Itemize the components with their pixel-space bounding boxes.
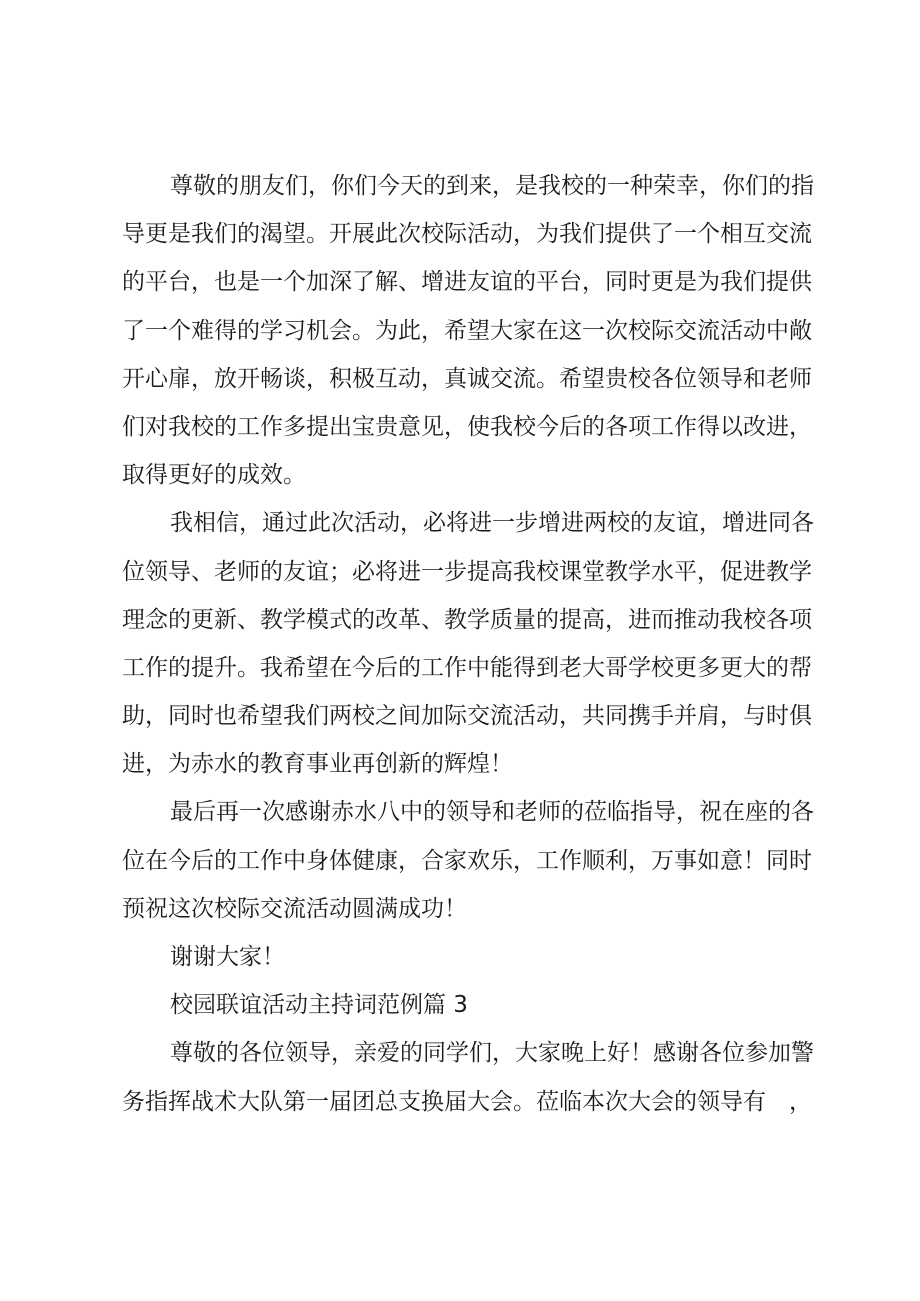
document-body	[122, 162, 814, 1126]
paragraph-1-line-2: 导更是我们的渴望。开展此次校际活动，为我们提供了一个相互交流	[122, 221, 812, 248]
paragraph-3-line-3: 预祝这次校际交流活动圆满成功！	[122, 895, 467, 922]
paragraph-1-line-4: 了一个难得的学习机会。为此，希望大家在这一次校际交流活动中敞	[122, 317, 812, 344]
paragraph-2-line-4: 工作的提升。我希望在今后的工作中能得到老大哥学校更多更大的帮	[122, 654, 812, 681]
paragraph-1-line-6: 们对我校的工作多提出宝贵意见，使我校今后的各项工作得以改进，	[122, 413, 812, 440]
paragraph-3-line-2: 位在今后的工作中身体健康，合家欢乐，工作顺利，万事如意！同时	[122, 847, 812, 874]
paragraph-6-line-1: 尊敬的各位领导，亲爱的同学们，大家晚上好！感谢各位参加警	[170, 1040, 814, 1067]
paragraph-2-line-5: 助，同时也希望我们两校之间加际交流活动，共同携手并肩，与时俱	[122, 703, 812, 730]
paragraph-2-line-2: 位领导、老师的友谊；必将进一步提高我校课堂教学水平，促进教学	[122, 558, 812, 585]
paragraph-6-line-2: 务指挥战术大队第一届团总支换届大会。莅临本次大会的领导有 ，	[122, 1088, 812, 1115]
paragraph-1-line-3: 的平台，也是一个加深了解、增进友谊的平台，同时更是为我们提供	[122, 269, 812, 296]
paragraph-1-line-1: 尊敬的朋友们，你们今天的到来，是我校的一种荣幸，你们的指	[170, 173, 814, 199]
paragraph-1-line-5: 开心扉，放开畅谈，积极互动，真诚交流。希望贵校各位领导和老师	[122, 365, 812, 392]
section-heading: 校园联谊活动主持词范例篇 3	[170, 992, 468, 1019]
paragraph-4-line-1: 谢谢大家！	[170, 944, 285, 970]
paragraph-2-line-1: 我相信，通过此次活动，必将进一步增进两校的友谊，增进同各	[170, 510, 814, 537]
paragraph-1-line-7: 取得更好的成效。	[122, 462, 306, 489]
paragraph-3-line-1: 最后再一次感谢赤水八中的领导和老师的莅临指导，祝在座的各	[170, 799, 814, 826]
paragraph-2-line-6: 进，为赤水的教育事业再创新的辉煌！	[122, 751, 513, 778]
paragraph-2-line-3: 理念的更新、教学模式的改革、教学质量的提高，进而推动我校各项	[122, 606, 812, 633]
